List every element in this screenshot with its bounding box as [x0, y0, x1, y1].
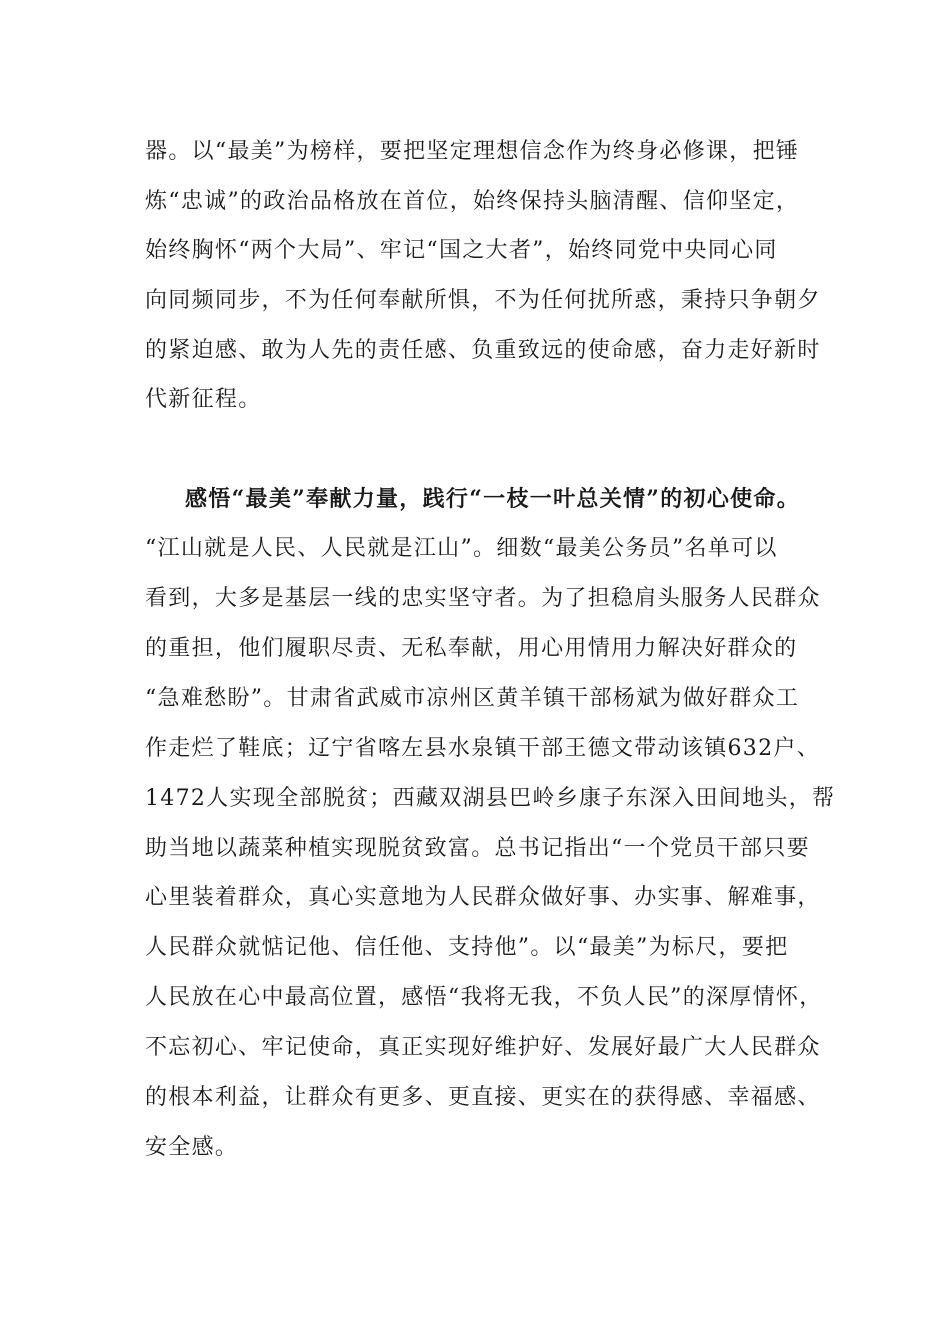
paragraph1-line-2: 炼“忠诚”的政治品格放在首位，始终保持头脑清醒、信仰坚定，	[145, 189, 800, 214]
paragraph2-line-11: 不忘初心、牢记使命，真正实现好维护好、发展好最广大人民群众	[145, 1035, 821, 1060]
paragraph2-line-12: 的根本利益，让群众有更多、更直接、更实在的获得感、幸福感、	[145, 1085, 821, 1110]
paragraph2-line-10: 人民放在心中最高位置，感悟“我将无我，不负人民”的深厚情怀，	[145, 985, 823, 1010]
paragraph2-line-9: 人民群众就惦记他、信任他、支持他”。以“最美”为标尺，要把	[145, 935, 789, 960]
section-heading: 感悟“最美”奉献力量，践行“一枝一叶总关情”的初心使命。	[185, 486, 801, 512]
paragraph2-line-5: 作走烂了鞋底；辽宁省喀左县水泉镇干部王德文带动该镇632户、	[145, 736, 820, 761]
paragraph2-line-13: 安全感。	[145, 1135, 239, 1160]
paragraph2-line-7: 助当地以蔬菜种植实现脱贫致富。总书记指出“一个党员干部只要	[145, 836, 810, 861]
paragraph1-line-4: 向同频同步，不为任何奉献所惧，不为任何扰所惑，秉持只争朝夕	[145, 288, 821, 313]
paragraph2-line-6: 1472人实现全部脱贫；西藏双湖县巴岭乡康子东深入田间地头，帮	[145, 786, 836, 811]
paragraph1-line-6: 代新征程。	[145, 387, 262, 412]
paragraph2-line-4: “急难愁盼”。甘肃省武威市凉州区黄羊镇干部杨斌为做好群众工	[145, 686, 800, 711]
paragraph2-line-8: 心里装着群众，真心实意地为人民群众做好事、办实事、解难事，	[145, 885, 821, 910]
paragraph1-line-5: 的紧迫感、敢为人先的责任感、负重致远的使命感，奋力走好新时	[145, 338, 821, 363]
paragraph2-line-1: “江山就是人民、人民就是江山”。细数“最美公务员”名单可以	[145, 536, 778, 561]
paragraph2-line-3: 的重担，他们履职尽责、无私奉献，用心用情用力解决好群众的	[145, 636, 798, 661]
paragraph1-line-3: 始终胸怀“两个大局”、牢记“国之大者”，始终同党中央同心同	[145, 238, 778, 263]
paragraph2-line-2: 看到，大多是基层一线的忠实坚守者。为了担稳肩头服务人民群众	[145, 586, 821, 611]
paragraph1-line-1: 器。以“最美”为榜样，要把坚定理想信念作为终身必修课，把锤	[145, 139, 800, 164]
